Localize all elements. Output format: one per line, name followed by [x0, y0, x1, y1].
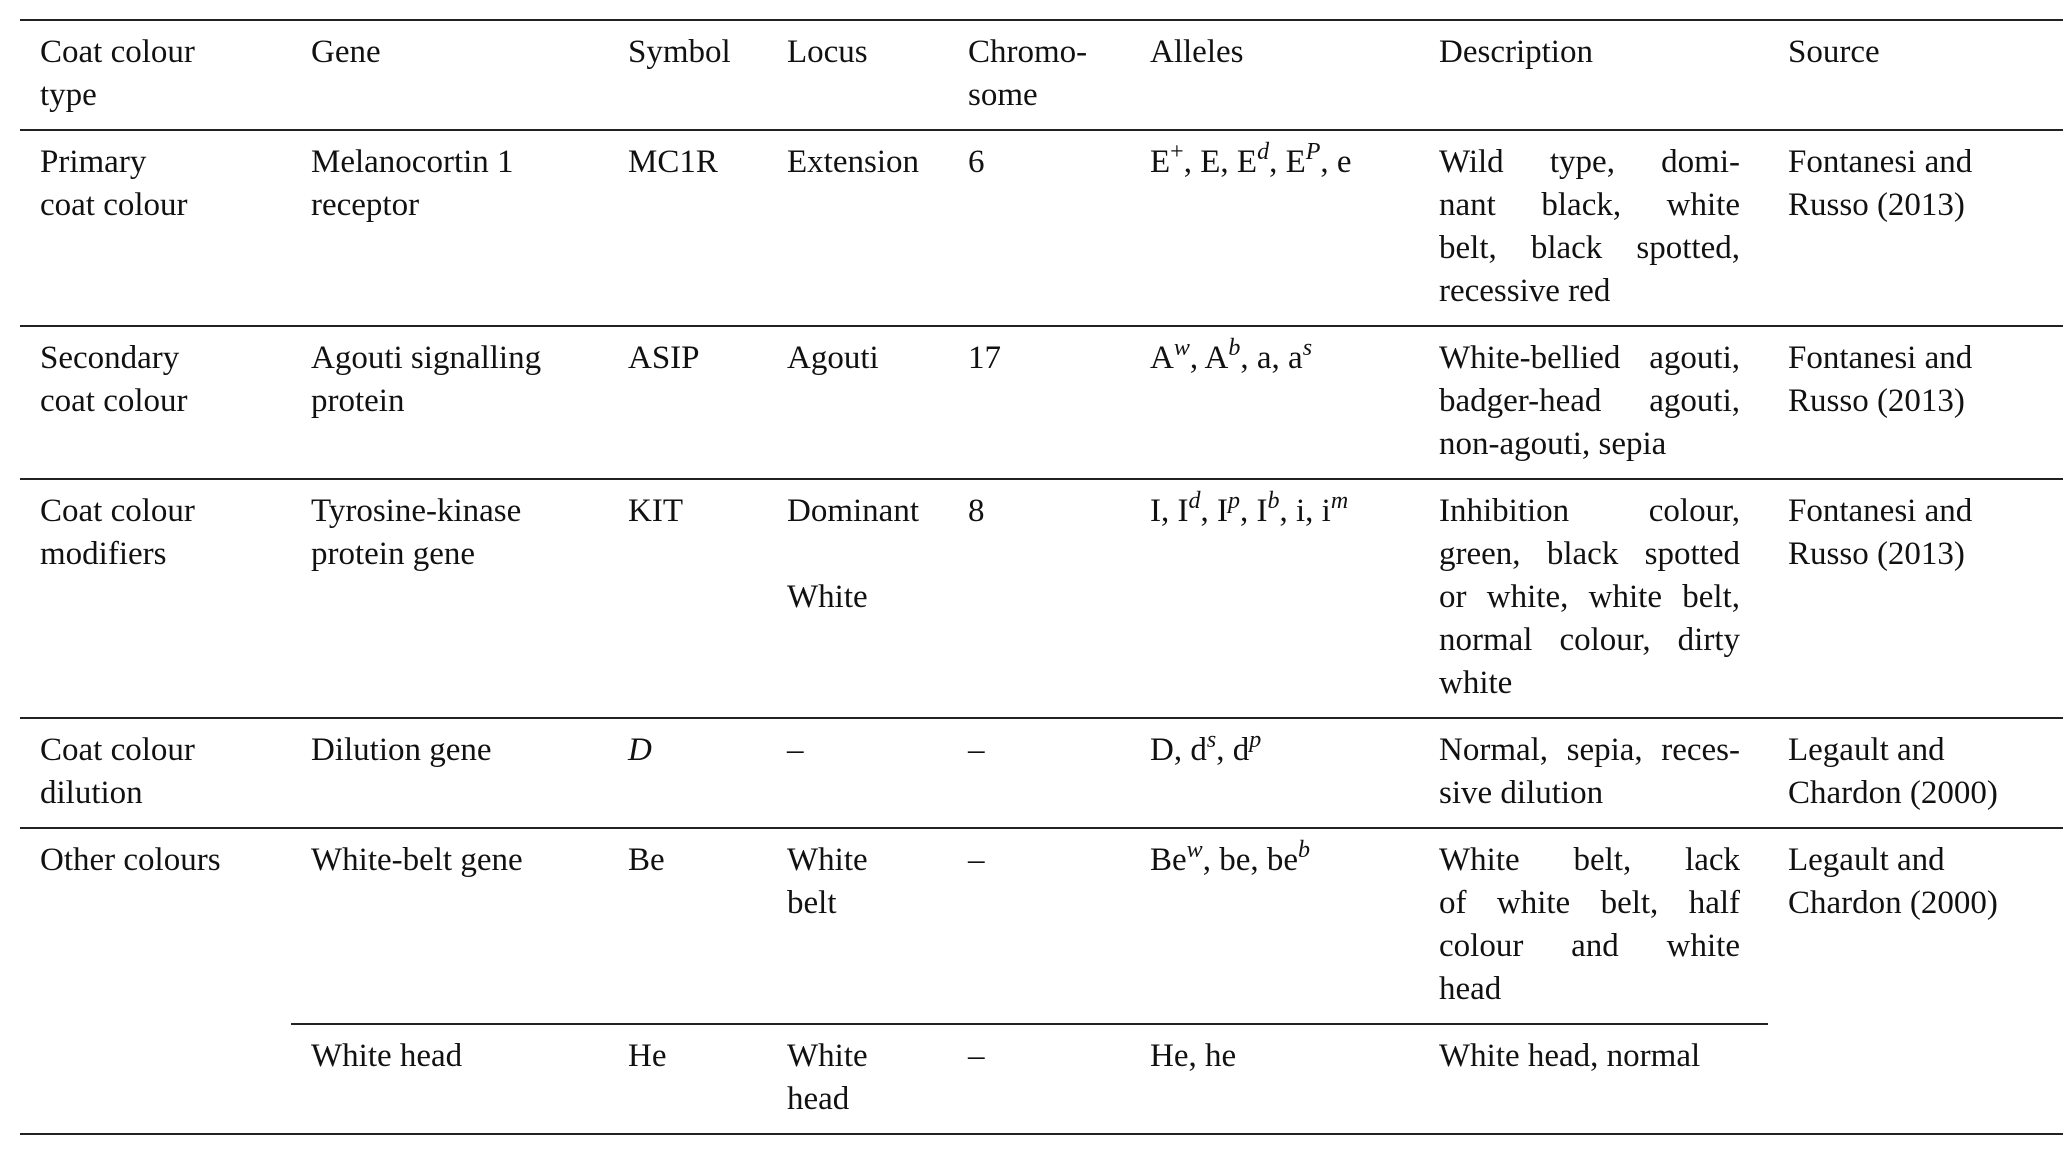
cell-description: Wild type, domi- nant black, white belt, black spotted, recessive red [1439, 144, 1740, 309]
cell-alleles: He, he [1150, 1038, 1237, 1074]
header-symbol: Symbol [628, 34, 731, 70]
cell-coat-colour-type: Coat colour dilution [40, 732, 195, 811]
cell-chromosome: – [968, 732, 985, 768]
coat-colour-genes-table [20, 19, 2063, 1135]
header-source: Source [1788, 34, 1880, 70]
cell-symbol: ASIP [628, 340, 700, 376]
cell-locus: – [787, 732, 804, 768]
cell-source: Legault and Chardon (2000) [1768, 828, 2063, 1134]
cell-source: Fontanesi and Russo (2013) [1788, 493, 1973, 572]
cell-gene: White-belt gene [291, 828, 608, 1024]
cell-chromosome: – [968, 1038, 985, 1074]
header-coat-colour-type: Coat colour type [40, 34, 195, 113]
table-header [20, 20, 2063, 130]
cell-description: White-bellied agouti, badger-head agouti, non-agouti, sepia [1439, 340, 1740, 462]
cell-symbol: D [628, 732, 652, 768]
cell-locus: White head [787, 1038, 868, 1117]
header-alleles: Alleles [1150, 34, 1244, 70]
cell-alleles: Be$^w$, be, $be^b$ [1130, 828, 1419, 1024]
cell-description: White head, normal [1439, 1038, 1701, 1074]
header-gene: Gene [311, 34, 381, 70]
table-row [20, 130, 2063, 326]
cell-gene: Tyrosine-kinase protein gene [311, 493, 522, 572]
cell-coat-colour-type: Secondary coat colour [40, 340, 188, 419]
header-description: Description [1439, 34, 1593, 70]
cell-gene: Agouti signalling protein [311, 340, 542, 419]
cell-alleles: $A^w$, $A^b$, a, $a^s$ [1150, 335, 1313, 376]
cell-symbol: MC1R [628, 144, 718, 180]
cell-alleles: D, $d^s$, $d^p$ [1150, 727, 1262, 768]
cell-locus: Agouti [787, 340, 879, 376]
cell-locus: Extension [787, 144, 919, 180]
cell-source: Legault and Chardon (2000) [1788, 732, 1998, 811]
cell-chromosome: – [948, 828, 1130, 1024]
table-body [20, 130, 2063, 1134]
cell-source: Fontanesi and Russo (2013) [1788, 144, 1973, 223]
cell-chromosome: 8 [968, 493, 985, 529]
header-row [20, 20, 2063, 130]
cell-coat-colour-type: Other colours [20, 828, 291, 1134]
cell-gene: Dilution gene [311, 732, 492, 768]
table-row [20, 326, 2063, 479]
cell-chromosome: 17 [968, 340, 1001, 376]
table-row [20, 479, 2063, 718]
cell-coat-colour-type: Coat colour modifiers [40, 493, 195, 572]
cell-description: Normal, sepia, reces- sive dilution [1439, 732, 1740, 811]
cell-symbol: He [628, 1038, 667, 1074]
cell-description: White belt, lack of white belt, half colour and white head [1419, 828, 1768, 1024]
table-row [20, 828, 2063, 1024]
table-row [20, 1024, 2063, 1134]
cell-locus: Dominant White [787, 493, 919, 615]
cell-alleles: I, $I^d$, $I^p$, $I^b$, i, $i^m$ [1150, 488, 1349, 529]
cell-gene: White head [311, 1038, 463, 1074]
table-row [20, 718, 2063, 828]
cell-chromosome: 6 [968, 144, 985, 180]
cell-gene: Melanocortin 1 receptor [311, 144, 514, 223]
cell-alleles: E+, E, $E^d$, $E^P$, e [1150, 139, 1352, 180]
header-locus: Locus [787, 34, 868, 70]
header-chromosome: Chromo- some [968, 34, 1088, 113]
cell-locus: White belt [767, 828, 948, 1024]
cell-symbol: KIT [628, 493, 683, 529]
cell-description: Inhibition colour, green, black spotted or white, white belt, normal colour, dirty white [1439, 493, 1740, 701]
cell-symbol: Be [608, 828, 767, 1024]
cell-coat-colour-type: Primary coat colour [40, 144, 188, 223]
cell-source: Fontanesi and Russo (2013) [1788, 340, 1973, 419]
